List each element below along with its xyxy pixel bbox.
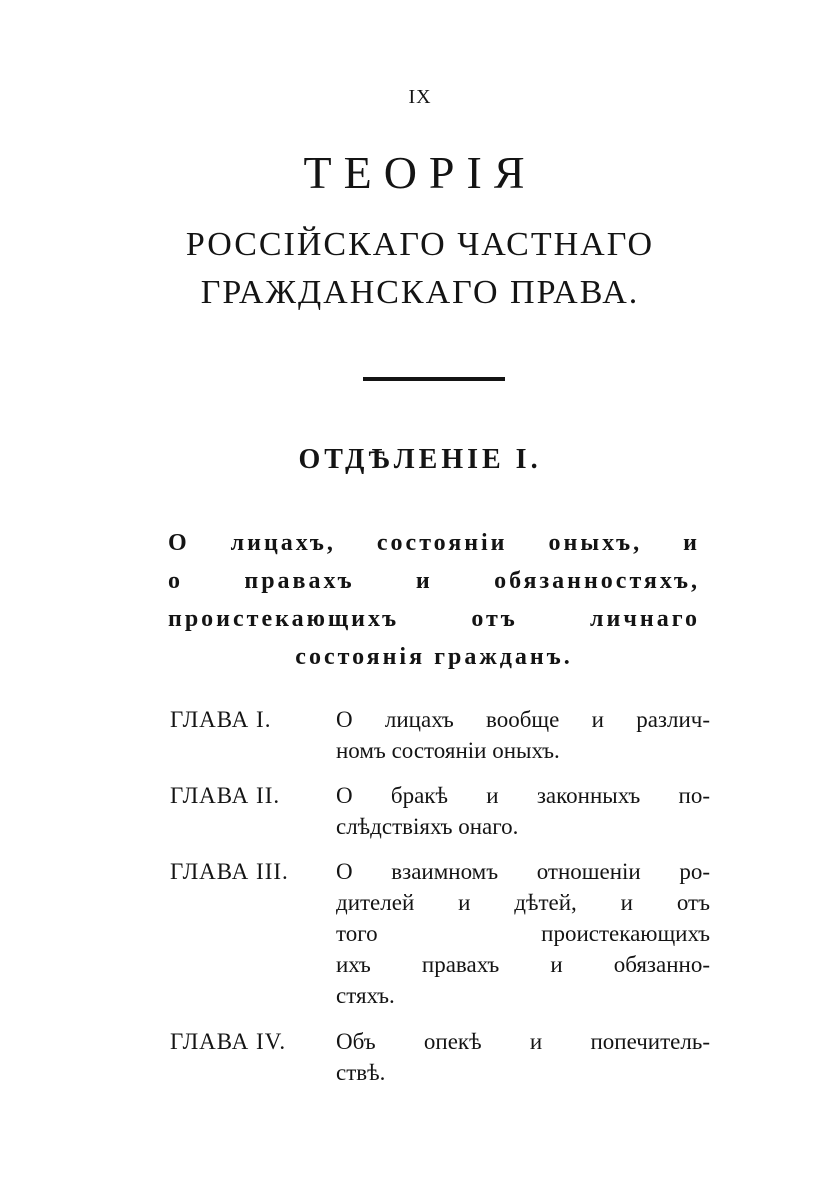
page-number: IX [408,86,432,108]
chapter-line: стяхъ. [336,983,395,1008]
chapter-entry [170,780,710,860]
chapter-entry [170,704,710,784]
chapter-line: О бракѣ и законныхъ по- [336,783,710,808]
section-heading-line: о правахъ и обязанностяхъ, [168,568,700,594]
chapter-label: ГЛАВА III. [170,859,289,884]
chapter-line: номъ состоянiи оныхъ. [336,738,560,763]
section-heading [168,524,700,676]
chapter-label: ГЛАВА IV. [170,1029,287,1054]
subtitle-line-1: РОССІЙСКАГО ЧАСТНАГО [185,226,655,263]
chapter-line: ихъ правахъ и обязанно- [336,952,710,977]
chapter-label: ГЛАВА II. [170,783,281,808]
chapter-line: ствѣ. [336,1060,386,1085]
chapter-line: О взаимномъ отношенiи ро- [336,859,710,884]
chapter-line: слѣдствiяхъ онаго. [336,814,519,839]
section-heading-line: проистекающихъ отъ личнаго [168,606,700,632]
page-title: ТЕОРІЯ [303,147,537,198]
chapter-description [336,1026,710,1088]
chapter-line: О лицахъ вообще и различ- [336,707,710,732]
chapter-entry [170,856,710,1008]
chapter-description [336,856,710,1011]
chapter-label: ГЛАВА I. [170,707,272,732]
section-heading-line: О лицахъ, состоянiи оныхъ, и [168,530,700,556]
chapter-entry [170,1026,710,1106]
section-heading-line: состоянія гражданъ. [295,644,573,670]
decorative-rule [363,377,505,381]
chapter-line: того проистекающихъ [336,921,710,946]
chapter-description [336,780,710,842]
chapter-line: Объ опекѣ и попечитель- [336,1029,710,1054]
subtitle-line-2: ГРАЖДАНСКАГО ПРАВА. [200,274,640,311]
chapter-description [336,704,710,766]
section-title: ОТДѢЛЕНІЕ I. [298,444,542,475]
chapter-line: дителей и дѣтей, и отъ [336,890,710,915]
